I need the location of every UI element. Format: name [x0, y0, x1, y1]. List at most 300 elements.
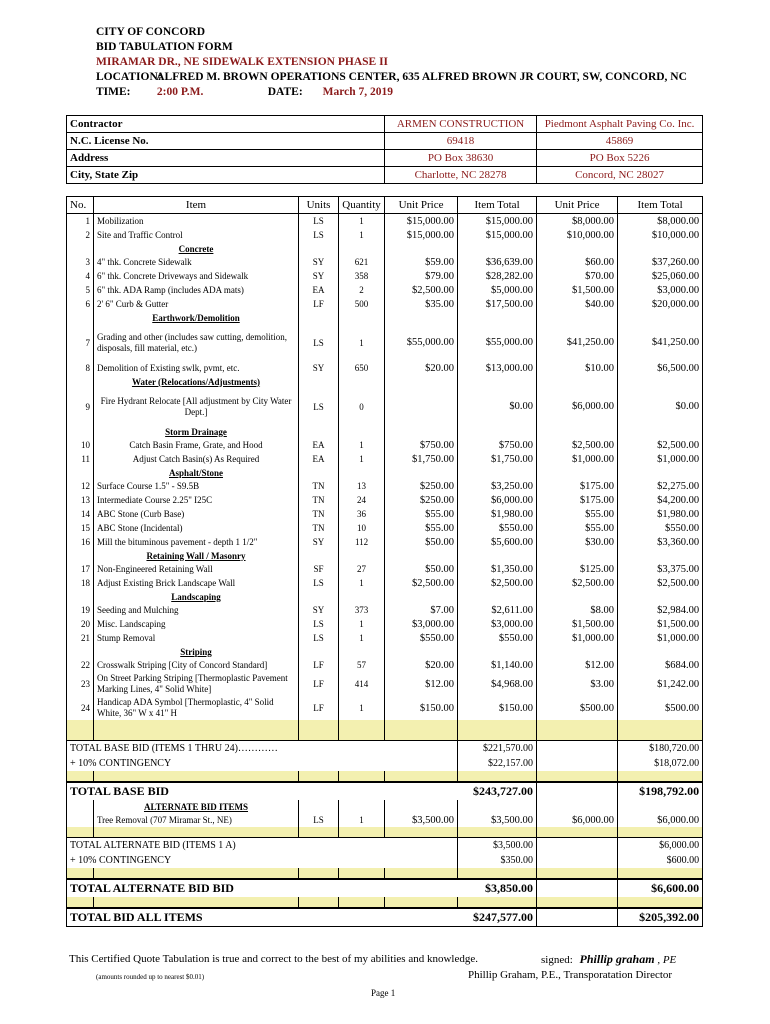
license-label: N.C. License No. — [67, 133, 385, 150]
empty-cell — [385, 466, 458, 479]
b-item-total: $3,000.00 — [618, 283, 703, 297]
table-row — [67, 255, 703, 269]
highlight-row — [67, 897, 703, 908]
empty-cell — [458, 375, 537, 388]
b-unit-price: $70.00 — [537, 269, 618, 283]
empty-cell — [385, 549, 458, 562]
a-unit-price: $250.00 — [385, 493, 458, 507]
highlight-cell — [385, 868, 458, 879]
b-item-total: $2,275.00 — [618, 479, 703, 493]
a-unit-price: $55.00 — [385, 521, 458, 535]
a-unit-price: $20.00 — [385, 658, 458, 672]
item-description: 2' 6" Curb & Gutter — [94, 297, 299, 311]
item-units: SY — [299, 535, 339, 549]
time-value: 2:00 P.M. — [156, 86, 204, 98]
total-b-spacer — [537, 879, 618, 897]
empty-cell — [458, 466, 537, 479]
item-quantity: 112 — [339, 535, 385, 549]
total-b: $6,000.00 — [618, 838, 703, 854]
item-units: EA — [299, 438, 339, 452]
item-units: LS — [299, 617, 339, 631]
empty-cell — [458, 590, 537, 603]
empty-cell — [385, 242, 458, 255]
highlight-row — [67, 730, 703, 741]
item-description: Seeding and Mulching — [94, 603, 299, 617]
a-unit-price: $2,500.00 — [385, 283, 458, 297]
a-item-total: $15,000.00 — [458, 214, 537, 229]
total-a: $350.00 — [458, 853, 537, 868]
highlight-cell — [339, 827, 385, 838]
total-label: TOTAL BASE BID — [67, 782, 458, 800]
empty-cell — [339, 425, 385, 438]
highlight-cell — [339, 720, 385, 730]
table-row — [67, 617, 703, 631]
highlight-cell — [67, 827, 94, 838]
highlight-cell — [67, 730, 94, 741]
item-no: 5 — [67, 283, 94, 297]
a-item-total: $4,968.00 — [458, 672, 537, 696]
empty-cell — [385, 311, 458, 324]
total-label: + 10% CONTINGENCY — [67, 756, 458, 771]
a-unit-price: $50.00 — [385, 562, 458, 576]
empty-cell — [618, 645, 703, 658]
highlight-cell — [618, 730, 703, 741]
highlight-cell — [67, 868, 94, 879]
item-units: LF — [299, 658, 339, 672]
b-unit-price: $55.00 — [537, 521, 618, 535]
highlight-cell — [385, 720, 458, 730]
highlight-cell — [537, 730, 618, 741]
empty-cell — [618, 375, 703, 388]
a-unit-price: $12.00 — [385, 672, 458, 696]
empty-cell — [458, 311, 537, 324]
total-b: $205,392.00 — [618, 908, 703, 927]
location-value: ALFRED M. BROWN OPERATIONS CENTER, 635 ALFRED BROWN JR COURT, SW, CONCORD, NC — [156, 71, 687, 83]
city-label: City, State Zip — [67, 167, 385, 184]
b-unit-price: $8.00 — [537, 603, 618, 617]
total-a: $221,570.00 — [458, 741, 537, 757]
empty-cell — [537, 466, 618, 479]
item-description: 6" thk. Concrete Driveways and Sidewalk — [94, 269, 299, 283]
item-description: Misc. Landscaping — [94, 617, 299, 631]
empty-cell — [618, 311, 703, 324]
table-row — [67, 562, 703, 576]
a-item-total: $750.00 — [458, 438, 537, 452]
spacer — [67, 184, 703, 197]
empty-cell — [339, 466, 385, 479]
a-item-total: $5,000.00 — [458, 283, 537, 297]
col-a-item-total: Item Total — [458, 197, 537, 214]
a-unit-price — [385, 388, 458, 425]
item-no: 13 — [67, 493, 94, 507]
empty-cell — [537, 590, 618, 603]
table-row — [67, 658, 703, 672]
empty-cell — [299, 375, 339, 388]
column-header-row — [67, 197, 703, 214]
highlight-cell — [618, 771, 703, 782]
date-label: DATE: — [267, 86, 303, 98]
item-quantity: 0 — [339, 388, 385, 425]
item-no: 8 — [67, 361, 94, 375]
item-quantity: 1 — [339, 696, 385, 720]
section-row — [67, 549, 703, 562]
empty-cell — [299, 242, 339, 255]
highlight-cell — [299, 720, 339, 730]
total-b: $198,792.00 — [618, 782, 703, 800]
contractor-a-address: PO Box 38630 — [385, 150, 537, 167]
item-quantity: 414 — [339, 672, 385, 696]
highlight-cell — [94, 730, 299, 741]
item-description: Catch Basin Frame, Grate, and Hood — [94, 438, 299, 452]
table-row — [67, 479, 703, 493]
empty-cell — [618, 590, 703, 603]
signature-block — [541, 952, 676, 967]
empty-cell — [339, 800, 385, 813]
highlight-cell — [94, 720, 299, 730]
item-no: 4 — [67, 269, 94, 283]
table-row — [67, 228, 703, 242]
table-row — [67, 388, 703, 425]
item-units: TN — [299, 493, 339, 507]
total-b: $18,072.00 — [618, 756, 703, 771]
table-row — [67, 269, 703, 283]
table-row — [67, 438, 703, 452]
empty-cell — [618, 549, 703, 562]
empty-cell — [385, 800, 458, 813]
section-no-cell — [67, 800, 94, 813]
section-title: Concrete — [94, 242, 299, 255]
total-b: $600.00 — [618, 853, 703, 868]
highlight-cell — [339, 868, 385, 879]
item-description: Mill the bituminous pavement - depth 1 1/2" — [94, 535, 299, 549]
highlight-cell — [94, 771, 299, 782]
empty-cell — [299, 549, 339, 562]
a-unit-price: $550.00 — [385, 631, 458, 645]
b-item-total: $0.00 — [618, 388, 703, 425]
b-item-total: $3,375.00 — [618, 562, 703, 576]
a-unit-price: $1,750.00 — [385, 452, 458, 466]
contractor-label: Contractor — [67, 116, 385, 133]
highlight-cell — [299, 897, 339, 908]
highlight-cell — [537, 868, 618, 879]
contractor-b-license: 45869 — [537, 133, 703, 150]
item-description: Intermediate Course 2.25" I25C — [94, 493, 299, 507]
a-item-total: $6,000.00 — [458, 493, 537, 507]
header-form-title: BID TABULATION FORM — [96, 41, 233, 53]
item-no: 14 — [67, 507, 94, 521]
highlight-cell — [458, 827, 537, 838]
total-row — [67, 741, 703, 757]
a-item-total: $1,980.00 — [458, 507, 537, 521]
b-item-total: $1,980.00 — [618, 507, 703, 521]
item-quantity: 650 — [339, 361, 385, 375]
time-label: TIME: — [96, 86, 131, 98]
item-description: Adjust Existing Brick Landscape Wall — [94, 576, 299, 590]
a-item-total: $55,000.00 — [458, 324, 537, 361]
section-title: Landscaping — [94, 590, 299, 603]
item-description: Adjust Catch Basin(s) As Required — [94, 452, 299, 466]
empty-cell — [458, 425, 537, 438]
highlight-cell — [537, 897, 618, 908]
b-unit-price: $6,000.00 — [537, 388, 618, 425]
item-quantity: 57 — [339, 658, 385, 672]
section-row — [67, 800, 703, 813]
table-row — [67, 696, 703, 720]
empty-cell — [339, 590, 385, 603]
a-item-total: $13,000.00 — [458, 361, 537, 375]
date-value: March 7, 2019 — [322, 86, 394, 98]
header-city: CITY OF CONCORD — [96, 26, 206, 38]
item-description: Tree Removal (707 Miramar St., NE) — [94, 813, 299, 827]
b-unit-price: $60.00 — [537, 255, 618, 269]
item-no: 9 — [67, 388, 94, 425]
section-no-cell — [67, 242, 94, 255]
section-title: Retaining Wall / Masonry — [94, 549, 299, 562]
item-no: 11 — [67, 452, 94, 466]
item-units: TN — [299, 521, 339, 535]
col-b-unit-price: Unit Price — [537, 197, 618, 214]
a-item-total: $5,600.00 — [458, 535, 537, 549]
a-item-total: $3,250.00 — [458, 479, 537, 493]
a-unit-price: $59.00 — [385, 255, 458, 269]
item-quantity: 24 — [339, 493, 385, 507]
item-units: LF — [299, 297, 339, 311]
table-row — [67, 603, 703, 617]
b-unit-price: $125.00 — [537, 562, 618, 576]
item-description: Site and Traffic Control — [94, 228, 299, 242]
item-quantity: 1 — [339, 228, 385, 242]
highlight-cell — [67, 720, 94, 730]
total-label: TOTAL BID ALL ITEMS — [67, 908, 458, 927]
a-unit-price: $50.00 — [385, 535, 458, 549]
item-description: 4" thk. Concrete Sidewalk — [94, 255, 299, 269]
b-item-total: $684.00 — [618, 658, 703, 672]
empty-cell — [339, 645, 385, 658]
a-item-total: $0.00 — [458, 388, 537, 425]
total-row — [67, 908, 703, 927]
a-item-total: $1,750.00 — [458, 452, 537, 466]
total-b: $180,720.00 — [618, 741, 703, 757]
table-row — [67, 452, 703, 466]
signer-name: Phillip Graham, P.E., Transporatation Director — [468, 969, 673, 981]
item-units: LF — [299, 696, 339, 720]
total-label: + 10% CONTINGENCY — [67, 853, 458, 868]
item-no: 19 — [67, 603, 94, 617]
contractor-b-name: Piedmont Asphalt Paving Co. Inc. — [537, 116, 703, 133]
empty-cell — [299, 645, 339, 658]
item-description: ABC Stone (Incidental) — [94, 521, 299, 535]
section-no-cell — [67, 466, 94, 479]
item-units: LS — [299, 214, 339, 229]
highlight-cell — [385, 771, 458, 782]
contractor-b-address: PO Box 5226 — [537, 150, 703, 167]
section-title: Striping — [94, 645, 299, 658]
empty-cell — [537, 800, 618, 813]
b-item-total: $500.00 — [618, 696, 703, 720]
item-no: 20 — [67, 617, 94, 631]
header-project: MIRAMAR DR., NE SIDEWALK EXTENSION PHASE II — [96, 56, 389, 68]
item-description: Non-Engineered Retaining Wall — [94, 562, 299, 576]
b-item-total: $550.00 — [618, 521, 703, 535]
item-units: LS — [299, 813, 339, 827]
a-item-total: $1,350.00 — [458, 562, 537, 576]
item-no: 17 — [67, 562, 94, 576]
section-title: ALTERNATE BID ITEMS — [94, 800, 299, 813]
b-unit-price: $41,250.00 — [537, 324, 618, 361]
page-number: Page 1 — [371, 988, 396, 998]
a-unit-price: $250.00 — [385, 479, 458, 493]
empty-cell — [618, 425, 703, 438]
item-quantity: 13 — [339, 479, 385, 493]
item-units: LS — [299, 228, 339, 242]
empty-cell — [299, 311, 339, 324]
b-item-total: $37,260.00 — [618, 255, 703, 269]
highlight-row — [67, 720, 703, 730]
table-row — [67, 535, 703, 549]
total-label: TOTAL ALTERNATE BID BID — [67, 879, 458, 897]
section-row — [67, 590, 703, 603]
empty-cell — [537, 242, 618, 255]
table-row — [67, 214, 703, 229]
b-unit-price: $2,500.00 — [537, 438, 618, 452]
a-item-total: $28,282.00 — [458, 269, 537, 283]
highlight-cell — [299, 730, 339, 741]
section-no-cell — [67, 549, 94, 562]
a-unit-price: $55.00 — [385, 507, 458, 521]
item-units: TN — [299, 507, 339, 521]
b-unit-price: $175.00 — [537, 493, 618, 507]
total-row — [67, 838, 703, 854]
empty-cell — [537, 375, 618, 388]
b-unit-price: $3.00 — [537, 672, 618, 696]
contractor-a-name: ARMEN CONSTRUCTION — [385, 116, 537, 133]
item-no: 6 — [67, 297, 94, 311]
b-item-total: $6,500.00 — [618, 361, 703, 375]
b-item-total: $3,360.00 — [618, 535, 703, 549]
total-a: $3,850.00 — [458, 879, 537, 897]
item-units: TN — [299, 479, 339, 493]
highlight-cell — [67, 771, 94, 782]
empty-cell — [385, 590, 458, 603]
item-quantity: 373 — [339, 603, 385, 617]
highlight-cell — [339, 897, 385, 908]
item-description: Demolition of Existing swlk, pvmt, etc. — [94, 361, 299, 375]
highlight-row — [67, 771, 703, 782]
section-row — [67, 466, 703, 479]
header-time-date — [96, 86, 393, 98]
total-b: $6,600.00 — [618, 879, 703, 897]
total-a: $3,500.00 — [458, 838, 537, 854]
b-item-total: $6,000.00 — [618, 813, 703, 827]
item-units: SY — [299, 255, 339, 269]
highlight-row — [67, 827, 703, 838]
section-row — [67, 242, 703, 255]
a-unit-price: $15,000.00 — [385, 228, 458, 242]
signed-label: signed: — [541, 954, 573, 966]
a-item-total: $2,611.00 — [458, 603, 537, 617]
table-row — [67, 283, 703, 297]
item-units: SY — [299, 269, 339, 283]
col-no: No. — [67, 197, 94, 214]
a-item-total: $36,639.00 — [458, 255, 537, 269]
col-a-unit-price: Unit Price — [385, 197, 458, 214]
item-no — [67, 813, 94, 827]
section-title: Storm Drainage — [94, 425, 299, 438]
col-units: Units — [299, 197, 339, 214]
empty-cell — [458, 800, 537, 813]
highlight-cell — [94, 897, 299, 908]
empty-cell — [299, 800, 339, 813]
a-item-total: $550.00 — [458, 521, 537, 535]
highlight-cell — [618, 897, 703, 908]
highlight-cell — [618, 868, 703, 879]
header-location — [96, 71, 687, 83]
item-no: 2 — [67, 228, 94, 242]
a-unit-price: $55,000.00 — [385, 324, 458, 361]
item-description: Mobilization — [94, 214, 299, 229]
highlight-cell — [299, 827, 339, 838]
item-units: LS — [299, 631, 339, 645]
total-b-spacer — [537, 782, 618, 800]
highlight-cell — [339, 771, 385, 782]
a-item-total: $150.00 — [458, 696, 537, 720]
item-no: 23 — [67, 672, 94, 696]
empty-cell — [299, 425, 339, 438]
section-title: Asphalt/Stone — [94, 466, 299, 479]
a-item-total: $17,500.00 — [458, 297, 537, 311]
item-quantity: 1 — [339, 631, 385, 645]
col-b-item-total: Item Total — [618, 197, 703, 214]
section-title: Water (Relocations/Adjustments) — [94, 375, 299, 388]
a-unit-price: $150.00 — [385, 696, 458, 720]
location-label: LOCATION: — [96, 71, 162, 83]
a-unit-price: $15,000.00 — [385, 214, 458, 229]
item-no: 24 — [67, 696, 94, 720]
item-no: 15 — [67, 521, 94, 535]
b-unit-price: $6,000.00 — [537, 813, 618, 827]
b-item-total: $10,000.00 — [618, 228, 703, 242]
item-units: LS — [299, 388, 339, 425]
item-quantity: 1 — [339, 452, 385, 466]
item-units: EA — [299, 283, 339, 297]
b-item-total: $41,250.00 — [618, 324, 703, 361]
item-quantity: 1 — [339, 813, 385, 827]
a-unit-price: $2,500.00 — [385, 576, 458, 590]
highlight-cell — [618, 827, 703, 838]
empty-cell — [339, 375, 385, 388]
item-units: EA — [299, 452, 339, 466]
empty-cell — [339, 311, 385, 324]
section-row — [67, 425, 703, 438]
item-description: Grading and other (includes saw cutting, demolition, disposals, fill material, etc.) — [94, 324, 299, 361]
highlight-cell — [537, 827, 618, 838]
item-description: 6" thk. ADA Ramp (includes ADA mats) — [94, 283, 299, 297]
empty-cell — [299, 466, 339, 479]
contractor-a-license: 69418 — [385, 133, 537, 150]
rounding-note: (amounts rounded up to nearest $0.01) — [96, 973, 205, 981]
b-item-total: $1,000.00 — [618, 452, 703, 466]
a-unit-price: $3,500.00 — [385, 813, 458, 827]
a-unit-price: $3,000.00 — [385, 617, 458, 631]
contractor-a-city: Charlotte, NC 28278 — [385, 167, 537, 184]
item-quantity: 1 — [339, 438, 385, 452]
item-quantity: 27 — [339, 562, 385, 576]
highlight-cell — [385, 827, 458, 838]
certify-text: This Certified Quote Tabulation is true and correct to the best of my abilities and knowledge. — [69, 953, 478, 965]
section-row — [67, 311, 703, 324]
item-no: 12 — [67, 479, 94, 493]
b-unit-price: $2,500.00 — [537, 576, 618, 590]
